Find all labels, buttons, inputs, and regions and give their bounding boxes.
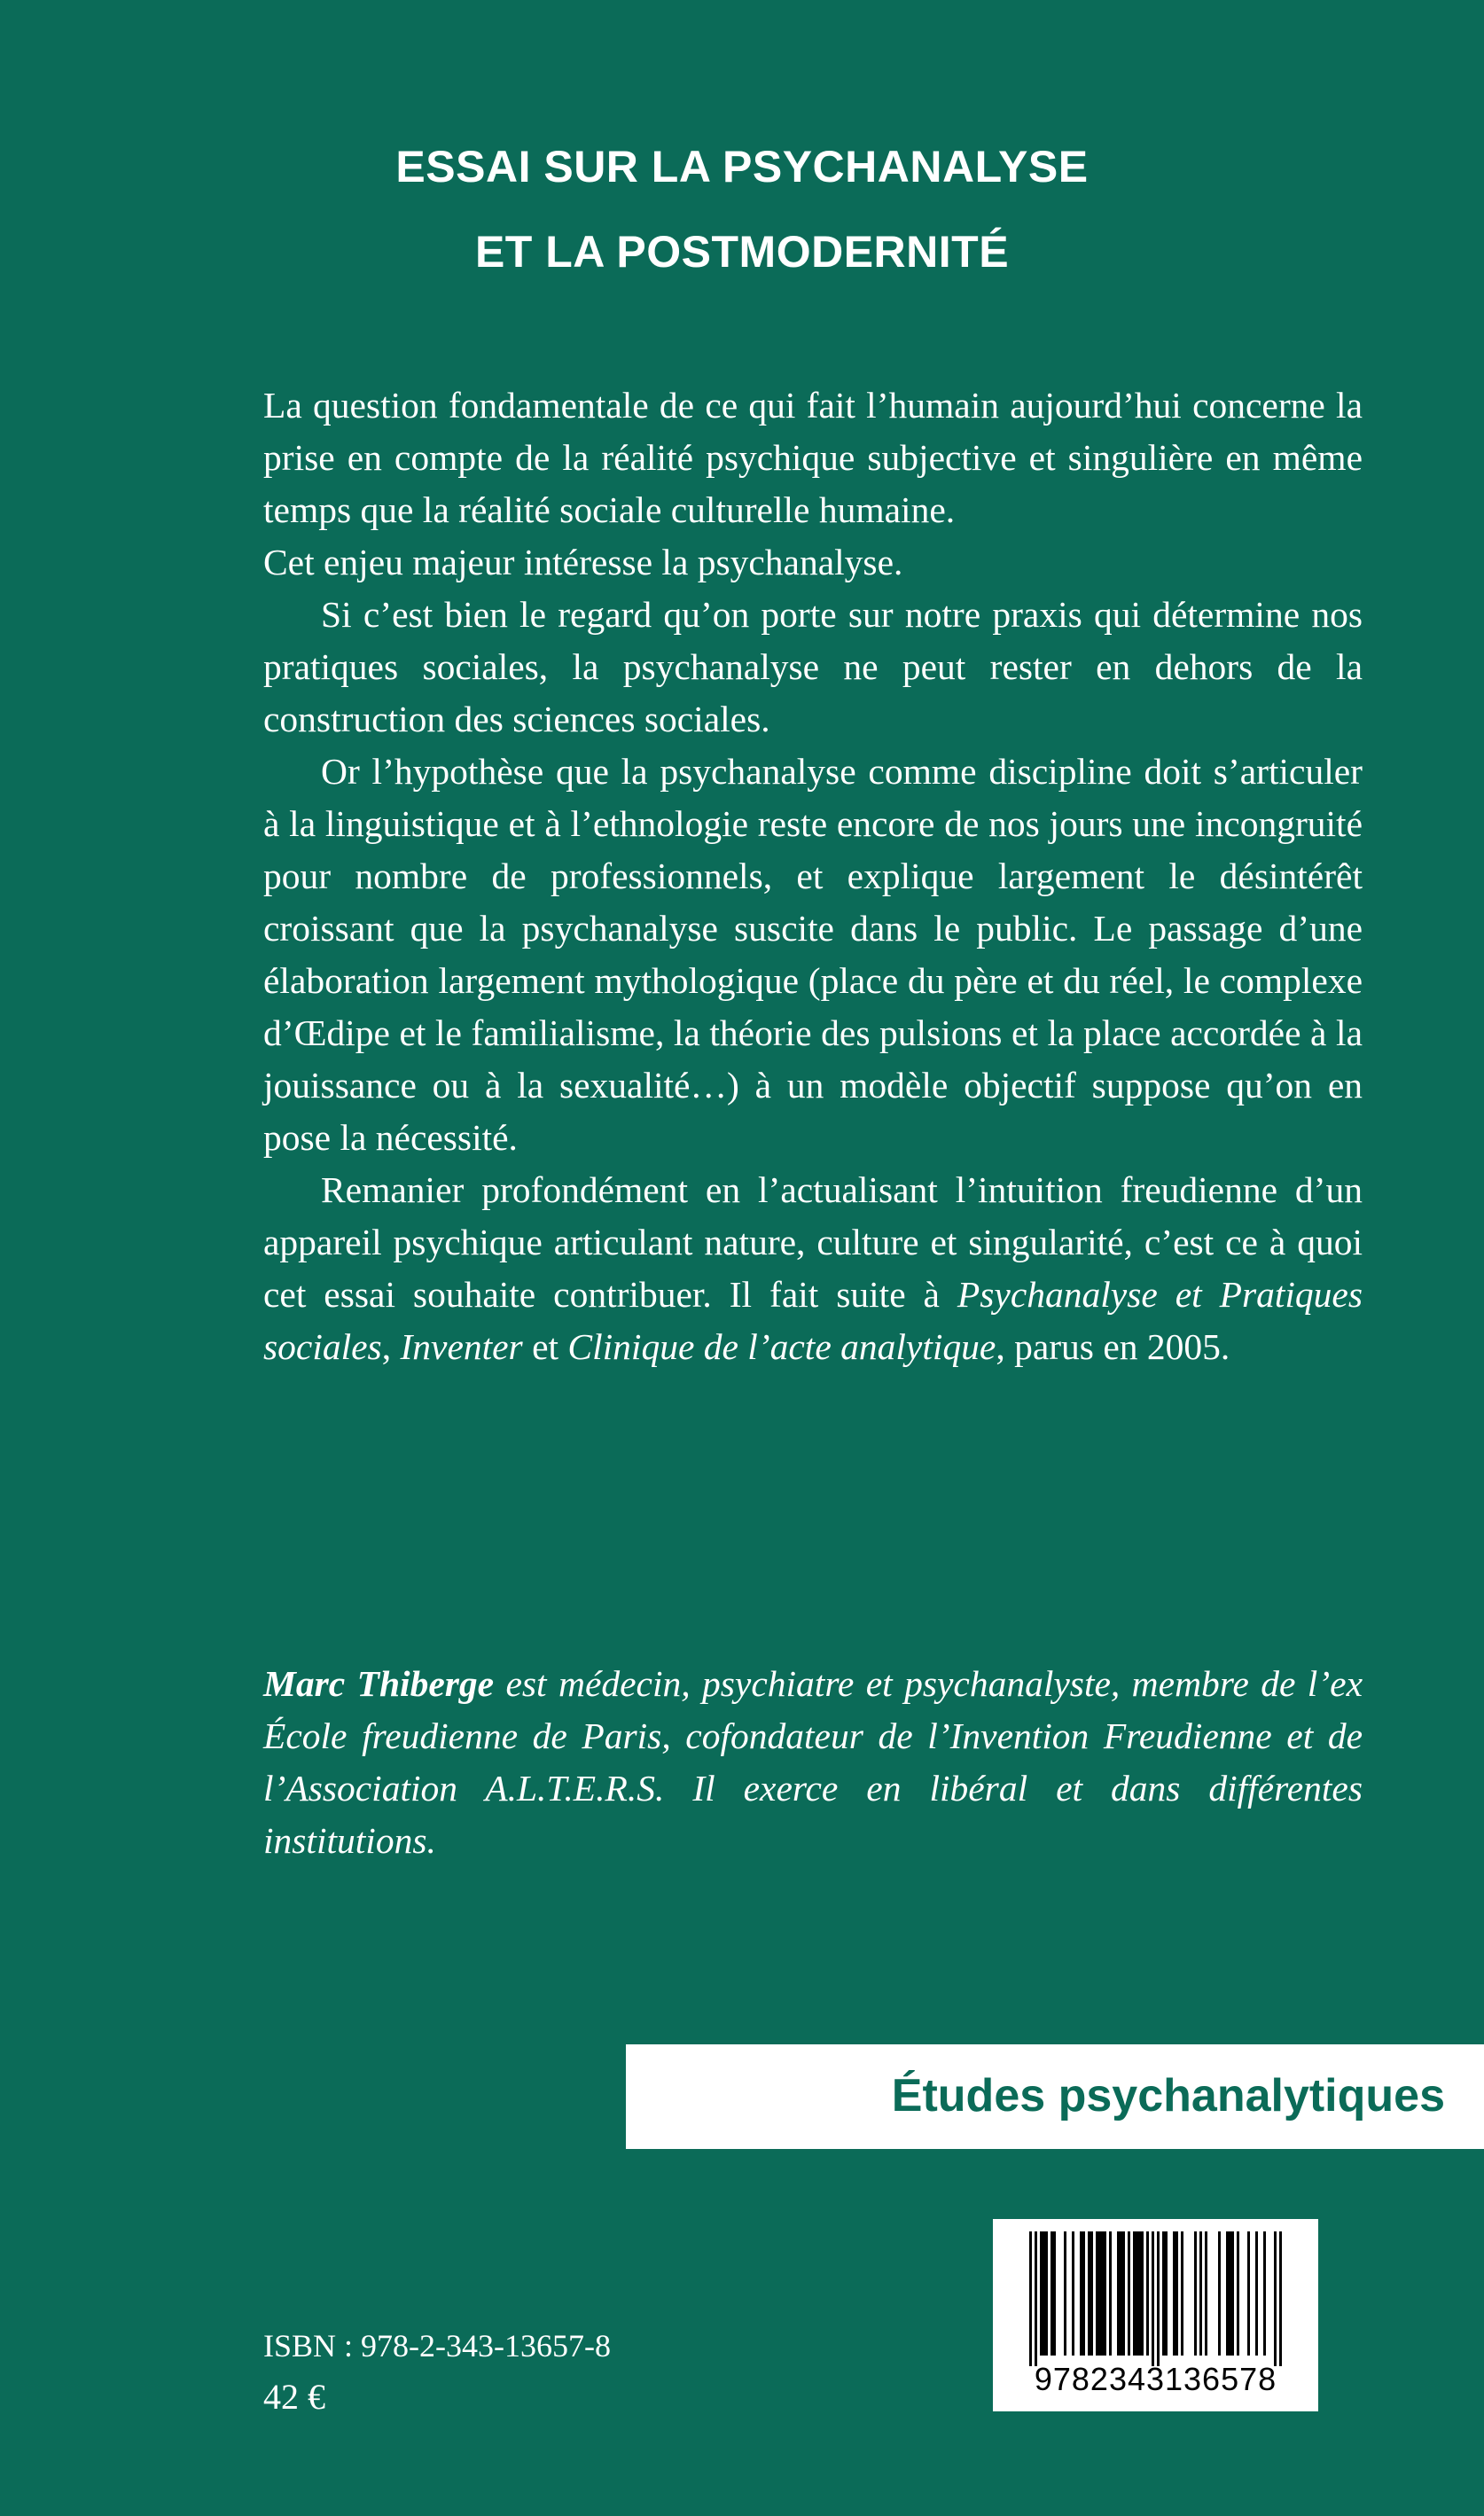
barcode-bar [1090, 2231, 1093, 2356]
summary-paragraph-2: Cet enjeu majeur intéresse la psychanalyse. [263, 542, 903, 582]
summary-text [263, 379, 1363, 1373]
barcode-bar [1226, 2231, 1229, 2356]
summary-paragraph-4: Or l’hypothèse que la psychanalyse comme discipline doit s’articuler à la linguistique et à l’ethnologie reste encore de nos jours une incongruité pour nombre de professionnels, et explique largement le désintérêt croissant que la psychanalyse suscite dans le public. Le passage d’une élaboration largement mythologique (place du père et du réel, le complexe d’Œdipe et le familialisme, la théorie des pulsions et la place accordée à la jouissance ou à la sexualité…) à un modèle objectif suppose qu’on en pose la nécessité. [263, 751, 1363, 1158]
barcode-bar [1104, 2231, 1106, 2356]
summary-paragraph-5 [263, 1164, 1363, 1373]
barcode-bar [1229, 2231, 1231, 2356]
barcode-bar [1146, 2231, 1149, 2356]
barcode-bar [1231, 2231, 1234, 2356]
barcode [993, 2219, 1318, 2411]
barcode-bar [1080, 2231, 1082, 2356]
book-title-line-1: ESSAI SUR LA PSYCHANALYSE [395, 142, 1089, 191]
barcode-bar [1064, 2231, 1066, 2356]
price: 42 € [263, 2377, 325, 2417]
book-reference-3: Clinique de l’acte analytique [567, 1326, 996, 1367]
summary-paragraph-3: Si c’est bien le regard qu’on porte sur notre praxis qui détermine nos pratiques sociales, la psychanalyse ne peut rester en dehors de la construction des sciences sociales. [263, 594, 1363, 739]
barcode-bar [1199, 2231, 1202, 2356]
barcode-bar [1194, 2231, 1197, 2356]
summary-paragraph-5-text: Remanier profondément en l’actualisant l’intuition freudienne d’un appareil psychique articulant nature, culture et singularité, c’est ce à quoi cet essai souhaite contribuer. Il fait suite à [263, 1169, 1363, 1315]
barcode-bar [1128, 2231, 1130, 2356]
barcode-bar [1263, 2231, 1266, 2356]
barcode-bar [1165, 2231, 1168, 2356]
separator: , [381, 1326, 401, 1367]
barcode-bar [1181, 2231, 1183, 2356]
book-reference-1: Psychanalyse et Pratiques sociales [263, 1274, 1363, 1367]
barcode-bar [1237, 2231, 1239, 2356]
book-title-line-2: ET LA POSTMODERNITÉ [474, 227, 1010, 277]
barcode-bar [1072, 2231, 1074, 2356]
barcode-bar [1043, 2231, 1045, 2356]
author-bio [263, 1658, 1363, 1867]
barcode-bar [1035, 2231, 1037, 2366]
barcode-bar [1175, 2231, 1178, 2356]
barcode-bar [1088, 2231, 1090, 2356]
summary-paragraph-1: La question fondamentale de ce qui fait l’humain aujourd’hui concerne la prise en compte de la réalité psychique subjective et singulière en même temps que la réalité sociale culturelle humaine. [263, 385, 1363, 530]
barcode-bar [1096, 2231, 1098, 2356]
barcode-bar [1173, 2231, 1175, 2356]
barcode-bar [1247, 2231, 1250, 2356]
barcode-bar [1255, 2231, 1258, 2356]
barcode-bar [1109, 2231, 1112, 2356]
book-reference-2: Inventer [400, 1326, 523, 1367]
summary-paragraph-5-end: , parus en 2005. [996, 1326, 1230, 1367]
barcode-bar [1117, 2231, 1120, 2356]
barcode-bar [1205, 2231, 1207, 2356]
collection-banner [626, 2044, 1484, 2149]
barcode-bar [1138, 2231, 1141, 2356]
barcode-bar [1045, 2231, 1048, 2356]
collection-name: Études psychanalytiques [891, 2070, 1445, 2121]
author-bio-text: est médecin, psychiatre et psychanalyste, membre de l’ex École freudienne de Paris, cofondateur de l’Invention Freudienne et de l’Association A.L.T.E.R.S. Il exerce en libéral et dans différentes institutions. [263, 1663, 1363, 1861]
barcode-bar [1152, 2231, 1154, 2366]
barcode-bar [1082, 2231, 1085, 2356]
barcode-number: 9782343136578 [1034, 2361, 1277, 2397]
barcode-bar [1157, 2231, 1160, 2366]
barcode-bar [1029, 2231, 1032, 2366]
barcode-bar [1053, 2231, 1056, 2356]
isbn: ISBN : 978-2-343-13657-8 [263, 2328, 611, 2364]
barcode-bar [1051, 2231, 1053, 2356]
barcode-bar [1279, 2231, 1282, 2366]
barcode-bar [1101, 2231, 1104, 2356]
barcode-bar [1218, 2231, 1221, 2356]
barcode-bar [1133, 2231, 1136, 2356]
barcode-bar [1274, 2231, 1277, 2366]
barcode-bar [1122, 2231, 1125, 2356]
book-title [0, 124, 1484, 294]
barcode-bar [1098, 2231, 1101, 2356]
barcode-bar [1040, 2231, 1043, 2356]
separator: et [522, 1326, 568, 1367]
barcode-bar [1136, 2231, 1138, 2356]
author-name: Marc Thiberge [263, 1663, 495, 1704]
barcode-bar [1120, 2231, 1122, 2356]
barcode-bar [1141, 2231, 1144, 2356]
barcode-bar [1162, 2231, 1165, 2356]
